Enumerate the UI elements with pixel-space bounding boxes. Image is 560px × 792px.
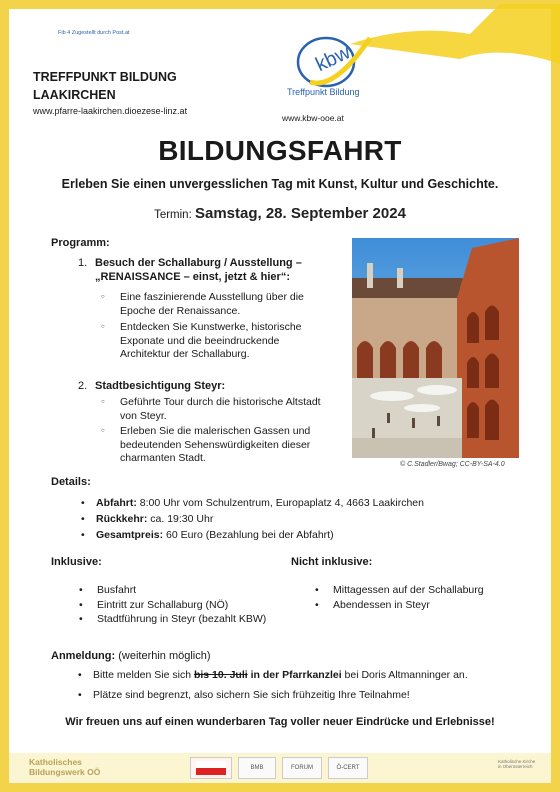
circle-bullet-icon: ○ <box>101 399 105 405</box>
kirche-logo: Katholische Kirche in Oberösterreich <box>498 759 536 769</box>
details-label: Details: <box>51 476 91 488</box>
bullet-icon: • <box>79 613 83 625</box>
flag-icon <box>196 761 226 775</box>
bullet-icon: • <box>81 529 85 541</box>
anmeldung-heading: Anmeldung: (weiterhin möglich) <box>51 650 211 662</box>
footer <box>0 755 560 783</box>
inklusive-label: Inklusive: <box>51 556 102 568</box>
bullet-icon: • <box>79 584 83 596</box>
detail-item: • Gesamtpreis: 60 Euro (Bezahlung bei der Abfahrt) <box>81 529 334 541</box>
list-item: • Mittagessen auf der Schallaburg <box>315 584 484 596</box>
bullet-icon: • <box>79 598 83 611</box>
land-ooe-logo <box>190 757 232 779</box>
program-sub-item: ○ Eine faszinierende Ausstellung über die Epoche der Renaissance. <box>101 291 304 317</box>
organization-name: TREFFPUNKT BILDUNG LAAKIRCHEN <box>33 70 177 102</box>
bullet-icon: • <box>315 584 319 596</box>
bullet-icon: • <box>315 598 319 611</box>
subtitle: Erleben Sie einen unvergesslichen Tag mit Kunst, Kultur und Geschichte. <box>61 177 499 191</box>
event-date: Termin: Samstag, 28. September 2024 <box>154 205 406 222</box>
decorative-swoosh <box>350 4 560 104</box>
program-sub-item: ○ Geführte Tour durch die historische Altstadt von Steyr. <box>101 396 321 422</box>
kbw-footer-logo: Katholisches Bildungswerk OÖ <box>29 757 101 777</box>
anmeldung-item: • Plätze sind begrenzt, also sichern Sie sich frühzeitig Ihre Teilnahme! <box>78 689 410 701</box>
parish-url[interactable]: www.pfarre-laakirchen.dioezese-linz.at <box>33 106 188 116</box>
anmeldung-item: • Bitte melden Sie sich bis 10. Juli in der Pfarrkanzlei bei Doris Altmanninger an. <box>78 669 468 681</box>
bullet-icon: • <box>81 497 85 509</box>
list-item: • Eintritt zur Schallaburg (NÖ) <box>79 598 229 611</box>
circle-bullet-icon: ○ <box>101 428 105 434</box>
closing-message: Wir freuen uns auf einen wunderbaren Tag voller neuer Eindrücke und Erlebnisse! <box>65 716 495 728</box>
circle-bullet-icon: ○ <box>101 294 105 300</box>
schallaburg-photo <box>352 238 519 458</box>
detail-item: • Abfahrt: 8:00 Uhr vom Schulzentrum, Europaplatz 4, 4663 Laakirchen <box>81 497 424 509</box>
page-title: BILDUNGSFAHRT <box>158 135 402 166</box>
kbw-url[interactable]: www.kbw-ooe.at <box>282 113 344 123</box>
detail-item: • Rückkehr: ca. 19:30 Uhr <box>81 513 214 525</box>
program-item: 1. Besuch der Schallaburg / Ausstellung – „RENAISSANCE – einst, jetzt & hier“: <box>78 257 302 283</box>
programm-label: Programm: <box>51 237 110 249</box>
list-item: • Abendessen in Steyr <box>315 598 430 611</box>
bullet-icon: • <box>81 513 85 525</box>
list-item: • Busfahrt <box>79 584 137 596</box>
circle-bullet-icon: ○ <box>101 324 105 330</box>
forum-logo: FORUM <box>282 757 322 779</box>
bullet-icon: • <box>78 669 82 681</box>
nicht-inklusive-label: Nicht inklusive: <box>291 556 373 568</box>
svg-text:kbw: kbw <box>312 41 354 77</box>
inklusive-list <box>79 583 267 627</box>
program-sub-item: ○ Erleben Sie die malerischen Gassen und bedeutenden Sehenswürdigkeiten dieser charmanten Stadt. <box>101 425 311 464</box>
program-sub-item: ○ Entdecken Sie Kunstwerke, historische Exponate und die beeindruckende Architektur der Schallaburg. <box>101 321 302 360</box>
photo-credit: © C.Stadler/Bwag; CC-BY-SA-4.0 <box>400 461 505 468</box>
date-value: Samstag, 28. September 2024 <box>194 205 406 222</box>
list-item: • Stadtführung in Steyr (bezahlt KBW) <box>79 613 267 625</box>
bmb-logo: BMB <box>238 757 276 779</box>
program-item: 2. Stadtbesichtigung Steyr: <box>78 380 226 392</box>
nicht-inklusive-list <box>315 583 484 612</box>
bullet-icon: • <box>78 689 82 701</box>
postal-note: Fib 4 Zugestellt durch Post.at <box>58 30 130 36</box>
logo-caption: Treffpunkt Bildung <box>287 87 360 97</box>
oecert-logo: Ö-CERT <box>328 757 368 779</box>
